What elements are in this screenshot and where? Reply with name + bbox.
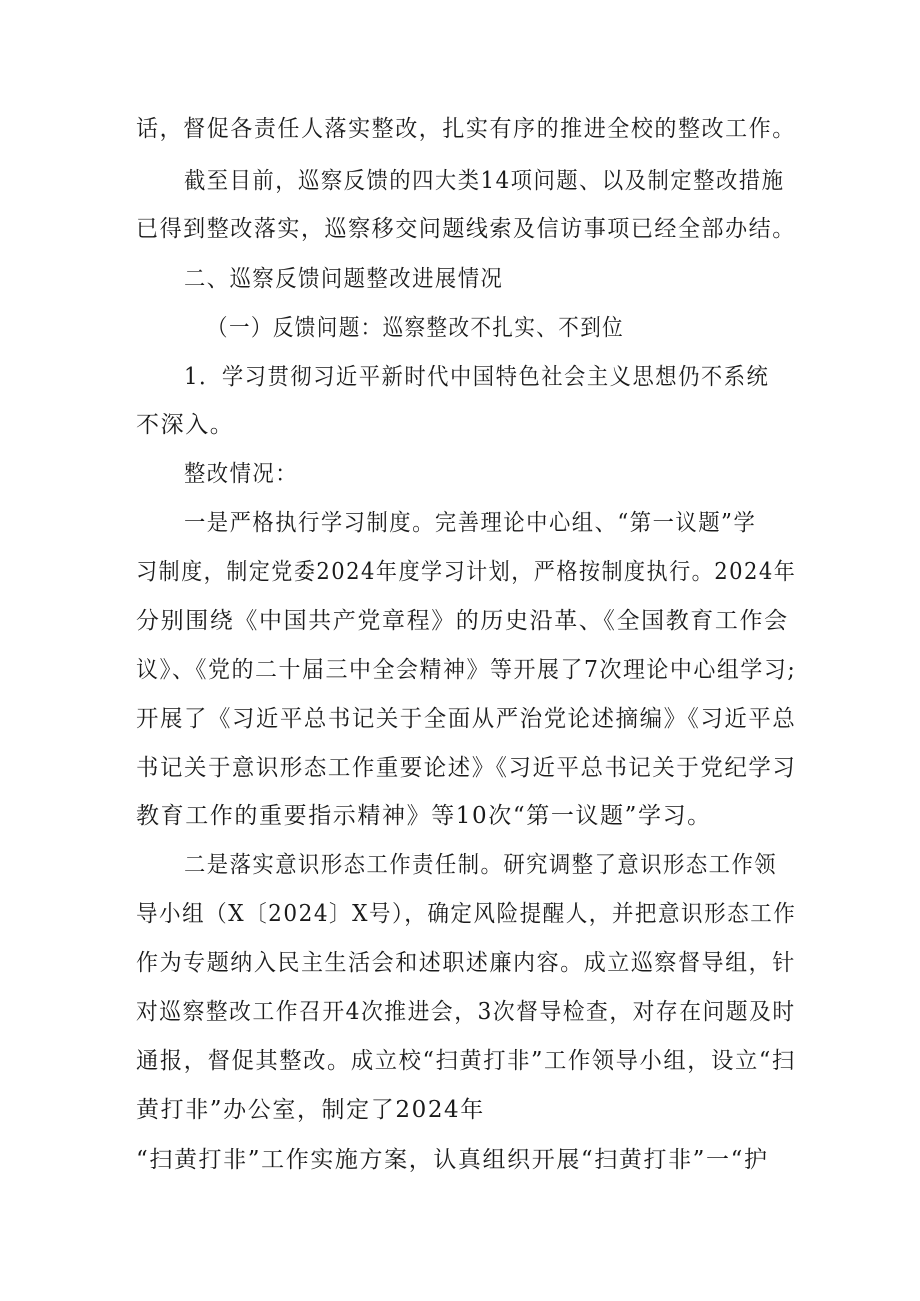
text-line-1: 话，督促各责任人落实整改，扎实有序的推进全校的整改工作。 [136, 116, 796, 142]
text-line-19: 对巡察整改工作召开4次推进会，3次督导检查，对存在问题及时 [136, 999, 796, 1025]
item-heading-line-2: 不深入。 [136, 412, 235, 438]
text-line-9: 一是严格执行学习制度。完善理论中心组、“第一议题”学 [184, 510, 757, 536]
item-heading-line-1: 1．学习贯彻习近平新时代中国特色社会主义思想仍不系统 [184, 364, 770, 390]
text-line-3: 已得到整改落实，巡察移交问题线索及信访事项已经全部办结。 [136, 216, 796, 242]
text-line-17: 导小组（X〔2024〕X号），确定风险提醒人，并把意识形态工作 [136, 901, 797, 927]
text-line-2: 截至目前，巡察反馈的四大类14项问题、以及制定整改措施 [184, 168, 785, 194]
text-line-18: 作为专题纳入民主生活会和述职述廉内容。成立巡察督导组，针 [136, 950, 796, 976]
text-line-16: 二是落实意识形态工作责任制。研究调整了意识形态工作领 [184, 852, 778, 878]
text-line-13: 开展了《习近平总书记关于全面从严治党论述摘编》《习近平总 [136, 706, 797, 732]
text-line-15: 教育工作的重要指示精神》等10次“第一议题”学习。 [136, 803, 712, 829]
section-heading: 二、巡察反馈问题整改进展情况 [184, 266, 504, 292]
rectification-label: 整改情况： [184, 461, 299, 487]
subsection-heading: （一）反馈问题：巡察整改不扎实、不到位 [207, 315, 625, 341]
text-line-12: 议》、《党的二十届三中全会精神》等开展了7次理论中心组学习; [136, 657, 797, 683]
text-line-21: 黄打非”办公室，制定了2024年 [136, 1097, 485, 1123]
text-line-11: 分别围绕《中国共产党章程》的历史沿革、《全国教育工作会 [136, 608, 789, 634]
text-line-20: 通报，督促其整改。成立校“扫黄打非”工作领导小组，设立“扫 [136, 1048, 796, 1074]
text-line-14: 书记关于意识形态工作重要论述》《习近平总书记关于党纪学习 [136, 755, 797, 781]
text-line-22: “扫黄打非”工作实施方案，认真组织开展“扫黄打非”一“护 [136, 1147, 769, 1173]
text-line-10: 习制度，制定党委2024年度学习计划，严格按制度执行。2024年 [136, 559, 797, 585]
